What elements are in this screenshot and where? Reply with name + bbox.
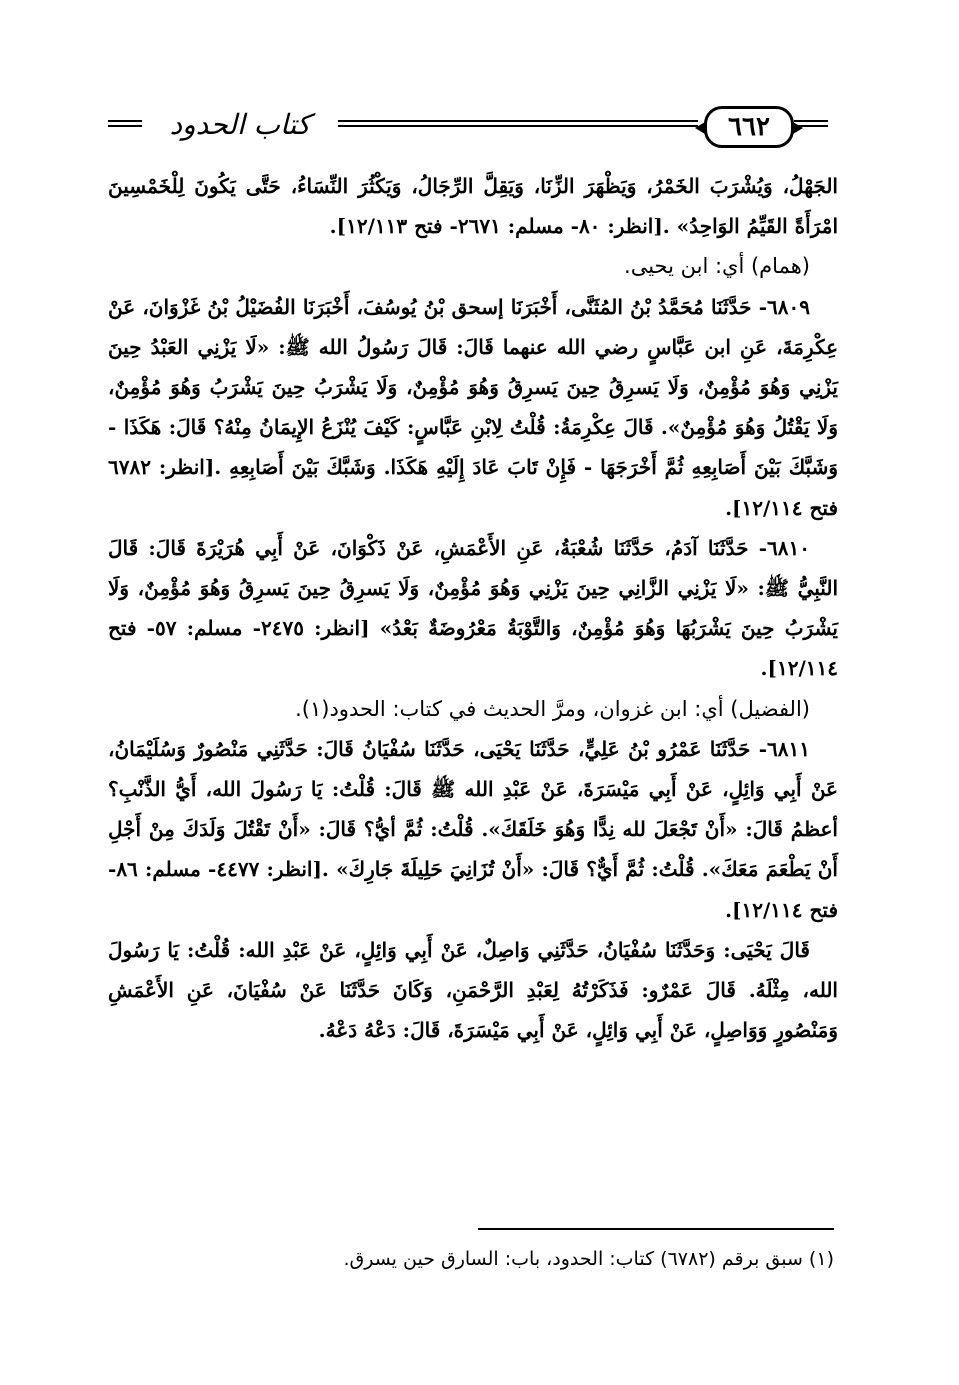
header-rule-right <box>794 120 828 127</box>
footnote-separator <box>478 1228 834 1230</box>
book-title: كتاب الحدود <box>169 108 311 141</box>
hadith-6811: ٦٨١١- حَدَّثَنَا عَمْرُو بْنُ عَلِيٍّ، حَدَّثَنَا يَحْيَى، حَدَّثَنَا سُفْيَانُ قَالَ: حَدَّثَنِي مَنْصُورٌ وَسُلَيْمَانُ، عَنْ أَبِي وَائِلٍ، عَنْ أَبِي مَيْسَرَةَ، عَنْ عَبْدِ الله ﷺ قَالَ: قُلْتُ: يَا رَسُولَ الله، أَيُّ الذَّنْبِ؟ أعظمُ قَالَ: «أَنْ تَجْعَلَ لله نِدًّا وَهُوَ خَلَقَكَ». قُلْتُ: ثُمَّ أيُّ؟ قَالَ: «أَنْ تَقْتُلَ وَلَدَكَ مِنْ أَجْلِ أَنْ يَطْعَمَ مَعَكَ». قُلْتُ: ثُمَّ أَيٌّ؟ قَالَ: «أَنْ تُزَانِيَ حَلِيلَةَ جَارِكَ» .[انظر: ٤٤٧٧- مسلم: ٨٦- فتح ١٢/١١٤]. <box>108 736 838 922</box>
hadith-6810: ٦٨١٠- حَدَّثَنَا آدَمُ، حَدَّثَنَا شُعْبَةُ، عَنِ الأَعْمَشِ، عَنْ ذَكْوَانَ، عَنْ أَبِي هُرَيْرَةَ قَالَ: قَالَ النَّبِيُّ ﷺ: «لَا يَزْنِي الزَّانِي حِينَ يَزْنِي وَهُوَ مُؤْمِنٌ، وَلَا يَسرِقُ حِينَ يَسرِقُ وَهُوَ مُؤْمِنٌ، وَلَا يَشْرَبُ حِينَ يَشْرَبُهَا وَهُوَ مُؤْمِنٌ، وَالتَّوْبَةُ مَعْرُوضَةٌ بَعْدُ» [انظر: ٢٤٧٥- مسلم: ٥٧- فتح ١٢/١١٤]. <box>108 535 838 681</box>
narration-yahya: قَالَ يَحْيَى: وَحَدَّثَنَا سُفْيَانُ، حَدَّثَنِي وَاصِلٌ، عَنْ أَبِي وَائِلٍ، عَنْ عَبْدِ الله: قُلْتُ: يَا رَسُولَ الله، مِثْلَهُ. قَالَ عَمْرٌو: فَذَكَرْتُهُ لِعَبْدِ الرَّحْمَنِ، وَكَانَ حَدَّثَنَا عَنْ سُفْيَانَ، عَنِ الأَعْمَشِ وَمَنْصُورٍ وَوَاصِلٍ، عَنْ أَبِي وَائِلٍ، عَنْ أَبِي مَيْسَرَةَ، قَالَ: دَعْهُ دَعْهُ. <box>108 937 838 1043</box>
footnote-1: (١) سبق برقم (٦٧٨٢) كتاب: الحدود، باب: السارق حين يسرق. <box>343 1248 834 1270</box>
commentary-fudayl: (الفضيل) أي: ابن غزوان، ومرَّ الحديث في كتاب: الحدود(١). <box>295 696 810 721</box>
page-header <box>108 104 828 148</box>
header-rule-left <box>108 120 142 127</box>
page-number: ٦٦٢ <box>728 112 770 142</box>
paragraph-continuation: الجَهْلُ، وَيُشْرَبَ الخَمْرُ، وَيَظْهَرَ الزِّنَا، وَيَقِلَّ الرِّجَالُ، وَيَكْثُرَ النِّسَاءُ، حَتَّى يَكُونَ لِلْخَمْسِينَ امْرَأَةً القَيِّمُ الوَاحِدُ» .[انظر: ٨٠- مسلم: ٢٦٧١- فتح ١٢/١١٣]. <box>108 174 838 239</box>
page-number-frame <box>704 106 794 148</box>
hadith-6809: ٦٨٠٩- حَدَّثَنَا مُحَمَّدُ بْنُ المُثَنَّى، أَخْبَرَنَا إسحق بْنُ يُوسُفَ، أَخْبَرَنَا الفُضَيْلُ بْنُ غَزْوَانَ، عَنْ عِكْرِمَةَ، عَنِ ابن عَبَّاسٍ رضي الله عنهما قَالَ: قَالَ رَسُولُ الله ﷺ: «لَا يَزْنِي العَبْدُ حِينَ يَزْنِي وَهُوَ مُؤْمِنٌ، وَلَا يَسرِقُ حِينَ يَسرِقُ وَهُوَ مُؤْمِنٌ، وَلَا يَشْرَبُ حِينَ يَشْرَبُ وَهُوَ مُؤْمِنٌ، وَلَا يَقْتُلُ وَهُوَ مُؤْمِنٌ». قَالَ عِكْرِمَةُ: قُلْتُ لِابْنِ عَبَّاسٍ: كَيْفَ يُنْزَعُ الإِيمَانُ مِنْهُ؟ قَالَ: هَكَذَا - وَشَبَّكَ بَيْنَ أَصَابِعِهِ ثُمَّ أَخْرَجَهَا - فَإِنْ تَابَ عَادَ إِلَيْهِ هَكَذَا. وَشَبَّكَ بَيْنَ أَصَابِعِهِ .[انظر: ٦٧٨٢ فتح ١٢/١١٤]. <box>108 294 838 520</box>
commentary-hammam: (همام) أي: ابن يحيى. <box>624 254 810 279</box>
header-rule-middle <box>338 120 698 127</box>
body-text <box>108 166 838 1050</box>
